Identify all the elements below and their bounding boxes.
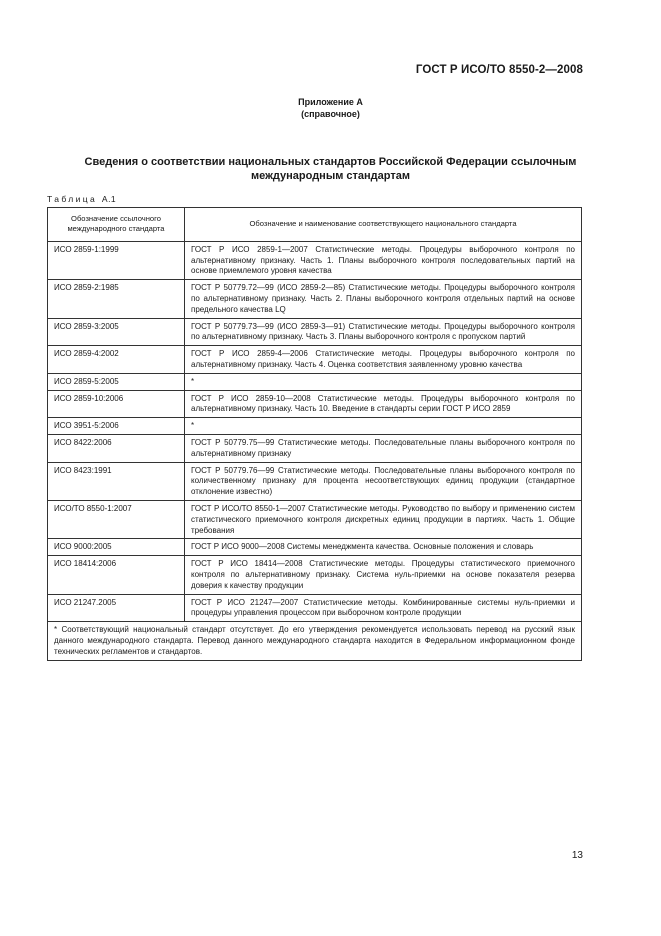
table-label-number: А.1 [101, 194, 117, 204]
international-standard-code: ИСО/ТО 8550-1:2007 [48, 500, 185, 538]
header-national-standard: Обозначение и наименование соответствующего национального стандарта [185, 208, 582, 242]
table-row [48, 539, 582, 556]
table-row [48, 594, 582, 622]
international-standard-code: ИСО 2859-1:1999 [48, 241, 185, 279]
international-standard-code: ИСО 2859-5:2005 [48, 373, 185, 390]
national-standard-description: ГОСТ Р ИСО 21247—2007 Статистические методы. Комбинированные системы нуль-приемки и процедуры управления процессом при выборочном контроле продукции [185, 594, 582, 622]
international-standard-code: ИСО 8423:1991 [48, 462, 185, 500]
table-row [48, 556, 582, 594]
international-standard-code: ИСО 3951-5:2006 [48, 418, 185, 435]
table-footnote: * Соответствующий национальный стандарт отсутствует. До его утверждения рекомендуется использовать перевод на русский язык данного международного стандарта. Перевод данного международного стандарта находится в Федеральном информационном фонде технических регламентов и стандартов. [48, 622, 582, 660]
national-standard-description: * [185, 373, 582, 390]
appendix-title: Приложение А [298, 97, 363, 107]
international-standard-code: ИСО 2859-2:1985 [48, 280, 185, 318]
table-body [48, 241, 582, 621]
national-standard-description: ГОСТ Р ИСО 2859-1—2007 Статистические методы. Процедуры выборочного контроля по альтернативному признаку. Часть 1. Планы выборочного контроля последовательных партий на основе приемлемого уровня качества [185, 241, 582, 279]
international-standard-code: ИСО 18414:2006 [48, 556, 185, 594]
table-row [48, 390, 582, 418]
international-standard-code: ИСО 2859-10:2006 [48, 390, 185, 418]
standards-table [47, 207, 582, 661]
table-footnote-row [48, 622, 582, 660]
table-row [48, 373, 582, 390]
table-header-row [48, 208, 582, 242]
international-standard-code: ИСО 8422:2006 [48, 434, 185, 462]
international-standard-code: ИСО 2859-4:2002 [48, 346, 185, 374]
international-standard-code: ИСО 21247.2005 [48, 594, 185, 622]
page-number: 13 [571, 850, 583, 861]
national-standard-description: ГОСТ Р ИСО/ТО 8550-1—2007 Статистические методы. Руководство по выбору и применению систем статистического приемочного контроля дискретных единиц продукции в партиях. Часть 1. Общие требования [185, 500, 582, 538]
table-row [48, 280, 582, 318]
table-row [48, 346, 582, 374]
appendix-subtitle: (справочное) [301, 109, 360, 119]
national-standard-description: * [185, 418, 582, 435]
national-standard-description: ГОСТ Р ИСО 9000—2008 Системы менеджмента качества. Основные положения и словарь [185, 539, 582, 556]
table-row [48, 318, 582, 346]
table-label-word: Таблица [47, 194, 98, 204]
national-standard-description: ГОСТ Р 50779.72—99 (ИСО 2859-2—85) Статистические методы. Процедуры выборочного контроля по альтернативному признаку. Часть 2. Планы выборочного контроля отдельных партий на основе предельного качества LQ [185, 280, 582, 318]
table-label [47, 194, 116, 204]
section-title: Сведения о соответствии национальных стандартов Российской Федерации ссылочным международным стандартам [84, 156, 577, 182]
national-standard-description: ГОСТ Р 50779.75—99 Статистические методы. Последовательные планы выборочного контроля по альтернативному признаку [185, 434, 582, 462]
national-standard-description: ГОСТ Р 50779.73—99 (ИСО 2859-3—91) Статистические методы. Процедуры выборочного контроля по альтернативному признаку. Часть 3. Планы выборочного контроля с пропуском партий [185, 318, 582, 346]
international-standard-code: ИСО 9000:2005 [48, 539, 185, 556]
header-international-standard: Обозначение ссылочного международного стандарта [48, 208, 185, 242]
table-row [48, 434, 582, 462]
document-id-header: ГОСТ Р ИСО/ТО 8550-2—2008 [415, 64, 583, 76]
table-row [48, 418, 582, 435]
table-row [48, 241, 582, 279]
national-standard-description: ГОСТ Р ИСО 18414—2008 Статистические методы. Процедуры статистического приемочного контроля по альтернативному признаку. Система нуль-приемки на основе показателя резерва доверия к качеству продукции [185, 556, 582, 594]
table-row [48, 462, 582, 500]
international-standard-code: ИСО 2859-3:2005 [48, 318, 185, 346]
national-standard-description: ГОСТ Р 50779.76—99 Статистические методы. Последовательные планы выборочного контроля по количественному признаку для процента несоответствующих единиц продукции (стандартное отклонение известно) [185, 462, 582, 500]
national-standard-description: ГОСТ Р ИСО 2859-10—2008 Статистические методы. Процедуры выборочного контроля по альтернативному признаку. Часть 10. Введение в стандарты серии ГОСТ Р ИСО 2859 [185, 390, 582, 418]
table-row [48, 500, 582, 538]
national-standard-description: ГОСТ Р ИСО 2859-4—2006 Статистические методы. Процедуры выборочного контроля по альтернативному признаку. Часть 4. Оценка соответствия заявленному уровню качества [185, 346, 582, 374]
